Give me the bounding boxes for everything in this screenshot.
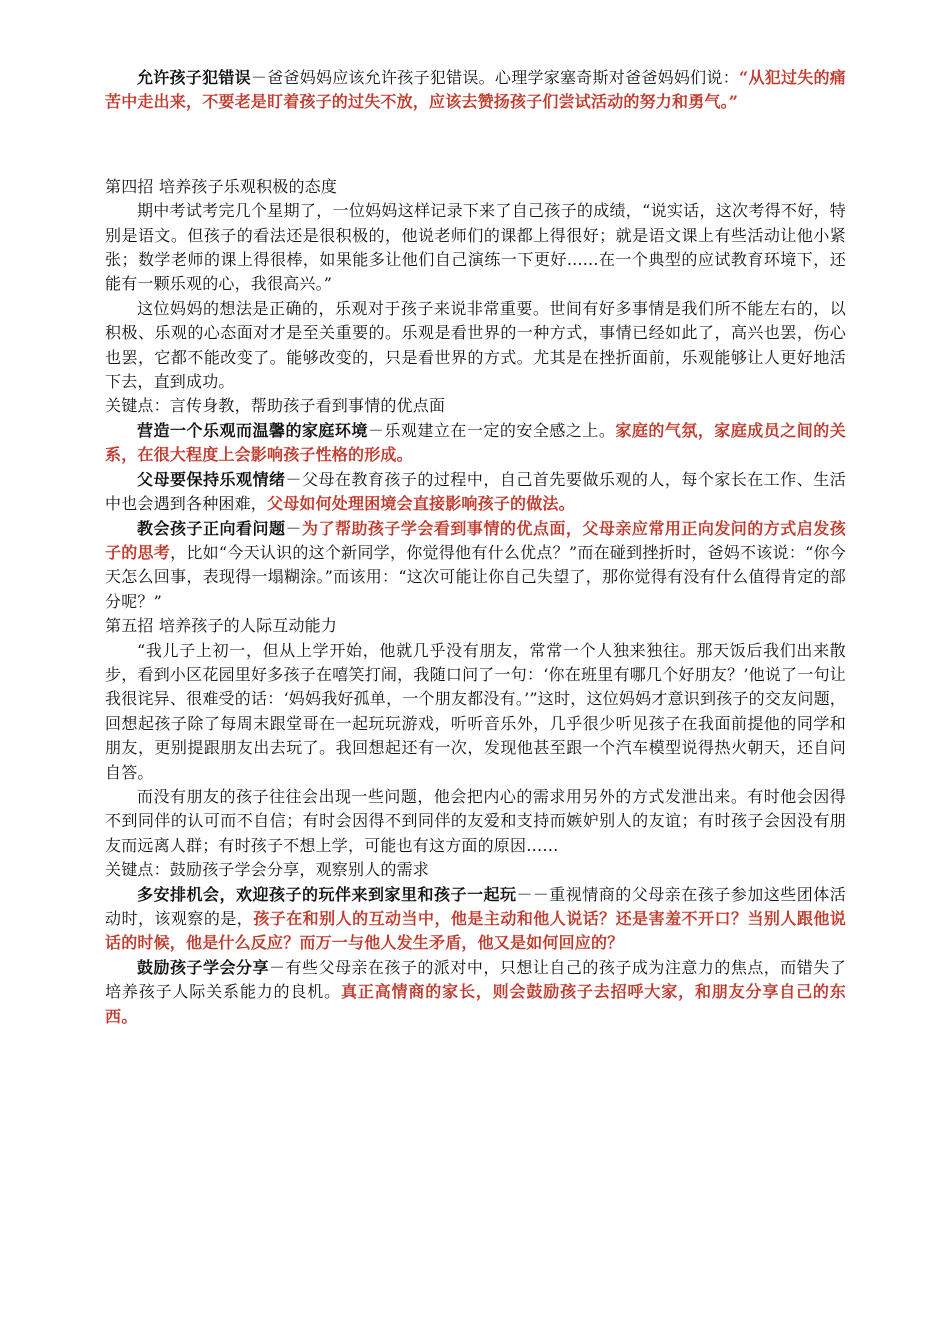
body-text: －父母在教育孩子的过程中，自己首先要做乐观的人，每个家长在工作、生活中也会遇到各种困难， xyxy=(105,469,846,514)
highlight-text: 孩子在和别人的互动当中，他是主动和他人说话？还是害羞不开口？当别人跟他说话的时候，他是什么反应？而万一与他人发生矛盾，他又是如何回应的？ xyxy=(105,909,846,953)
bold-lead: 教会孩子正向看问题 xyxy=(137,518,286,538)
body-text: －爸爸妈妈应该允许孩子犯错误。心理学家塞奇斯对爸爸妈妈们说： xyxy=(250,68,739,87)
paragraph-mother-record: 期中考试考完几个星期了，一位妈妈这样记录下来了自己孩子的成绩，“说实话，这次考得不好，特别是语文。但孩子的看法还是很积极的，他说老师们的课都上得很好；就是语文课上有些活动让他小紧张；数学老师的课上得很棒，如果能多让他们自己演练一下更好......在一个典型的应试教育环境下，还能有一颗乐观的心，我很高兴。” xyxy=(105,201,846,294)
body-text: ，比如“今天认识的这个新同学，你觉得他有什么优点？”而在碰到挫折时，爸妈不该说：“你今天怎么回事，表现得一塌糊涂。”而该用：“这次可能让你自己失望了，那你觉得有没有什么值得肯定的部分呢？” xyxy=(105,542,847,611)
paragraph-positive-view xyxy=(105,517,846,615)
paragraph-son-story: “我儿子上初一，但从上学开始，他就几乎没有朋友，常常一个人独来独往。那天饭后我们出来散步，看到小区花园里好多孩子在嘻笑打闹，我随口问了一句：‘你在班里有哪几个好朋友？’他说了一句让我很诧异、很难受的话：‘妈妈我好孤单，一个朋友都没有。’”这时，这位妈妈才意识到孩子的交友问题，回想起孩子除了每周末跟堂哥在一起玩玩游戏，听听音乐外，几乎很少听见孩子在我面前提他的同学和朋友，更别提跟朋友出去玩了。我回想起还有一次，发现他甚至跟一个汽车模型说得热火朝天，还自问自答。 xyxy=(105,640,846,782)
paragraph-family-environment xyxy=(105,419,846,468)
bold-lead: 多安排机会，欢迎孩子的玩伴来到家里和孩子一起玩 xyxy=(137,884,517,904)
highlight-text: 真正高情商的家长，则会鼓励孩子去招呼大家，和朋友分享自己的东西。 xyxy=(105,982,846,1026)
document-page xyxy=(105,66,846,1029)
paragraph-parent-optimism xyxy=(105,468,846,517)
section-gap xyxy=(105,115,846,175)
paragraph-arrange-play xyxy=(105,883,846,956)
paragraph-optimism: 这位妈妈的想法是正确的，乐观对于孩子来说非常重要。世间有好多事情是我们所不能左右的，以积极、乐观的心态面对才是至关重要的。乐观是看世界的一种方式，事情已经如此了，高兴也罢，伤心也罢，它都不能改变了。能够改变的，只是看世界的方式。尤其是在挫折面前，乐观能够让人更好地活下去，直到成功。 xyxy=(105,298,846,392)
paragraph-no-friends: 而没有朋友的孩子往往会出现一些问题，他会把内心的需求用另外的方式发泄出来。有时他会因得不到同伴的认可而不自信；有时会因得不到同伴的友爱和支持而嫉妒别人的友谊；有时孩子会因没有朋友而远离人群；有时孩子不想上学，可能也有这方面的原因…… xyxy=(105,786,846,855)
section-title-4: 第四招 培养孩子乐观积极的态度 xyxy=(105,176,338,196)
highlight-text: “从犯过失的痛苦中走出来，不要老是盯着孩子的过失不放，应该去赞扬孩子们尝试活动的努力和勇气。” xyxy=(105,68,846,112)
dash: － xyxy=(285,518,302,538)
section-title-5: 第五招 培养孩子的人际互动能力 xyxy=(105,616,338,636)
body-text: －有些父母亲在孩子的派对中，只想让自己的孩子成为注意力的焦点，而错失了培养孩子人际关系能力的良机。 xyxy=(105,957,846,1002)
bold-lead: 鼓励孩子学会分享 xyxy=(137,957,269,977)
key-point-4: 关键点：言传身教，帮助孩子看到事情的优点面 xyxy=(105,396,446,416)
highlight-text: 为了帮助孩子学会看到事情的优点面，父母亲应常用正向发问的方式启发孩子的思考 xyxy=(105,518,846,562)
paragraph-encourage-sharing xyxy=(105,956,846,1029)
body-text: －－重视情商的父母亲在孩子参加这些团体活动时，该观察的是， xyxy=(105,884,846,928)
bold-lead: 允许孩子犯错误 xyxy=(137,68,251,87)
body-text: －乐观建立在一定的安全感之上。 xyxy=(367,420,616,440)
bold-lead: 父母要保持乐观情绪 xyxy=(137,469,286,489)
highlight-text: 家庭的气氛，家庭成员之间的关系，在很大程度上会影响孩子性格的形成。 xyxy=(105,420,846,465)
key-point-5: 关键点：鼓励孩子学会分享，观察别人的需求 xyxy=(105,860,430,880)
highlight-text: 父母如何处理困境会直接影响孩子的做法。 xyxy=(267,494,575,514)
paragraph-allow-mistakes xyxy=(105,66,846,115)
bold-lead: 营造一个乐观而温馨的家庭环境 xyxy=(137,420,368,440)
